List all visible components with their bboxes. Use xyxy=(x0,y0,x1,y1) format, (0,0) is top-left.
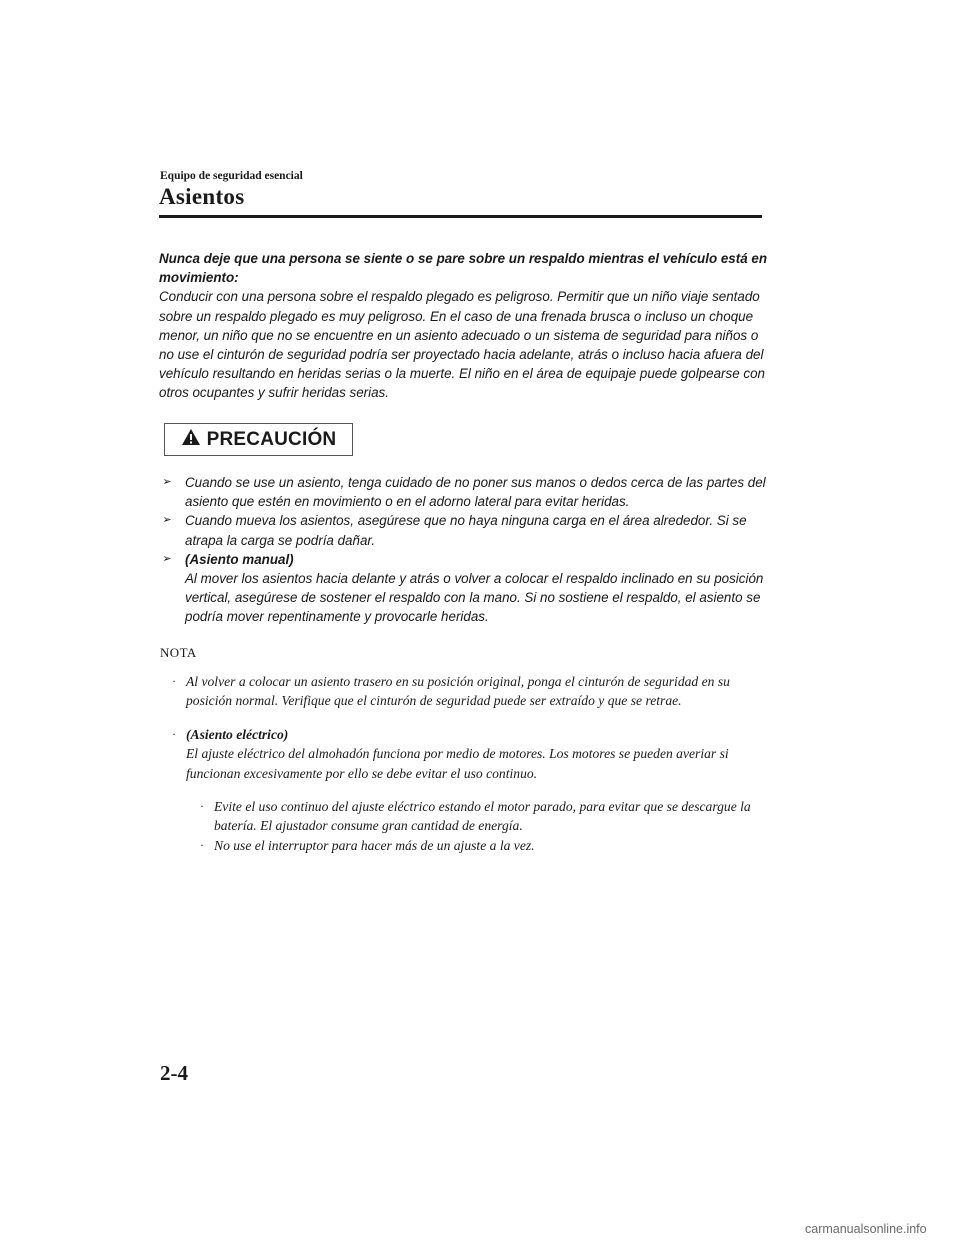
dot-bullet-icon: · xyxy=(200,837,204,852)
warning-block xyxy=(159,249,769,403)
note-item-lead: (Asiento eléctrico) xyxy=(186,726,289,742)
title-divider xyxy=(159,215,762,218)
watermark: carmanualsonline.info xyxy=(805,1222,927,1236)
caution-item xyxy=(159,550,769,627)
dot-bullet-icon: · xyxy=(200,799,204,814)
page-number: 2-4 xyxy=(160,1061,188,1085)
caution-item-text: Cuando mueva los asientos, asegúrese que no haya ninguna carga en el área alrededor. Si se atrapa la carga se podría dañar. xyxy=(185,513,747,548)
caution-item xyxy=(159,473,769,511)
caution-list xyxy=(159,473,769,627)
caution-item-lead: (Asiento manual) xyxy=(185,551,294,567)
page-title: Asientos xyxy=(159,184,245,209)
note-label: NOTA xyxy=(160,645,197,660)
note-list xyxy=(170,672,765,869)
caution-label: PRECAUCIÓN xyxy=(206,428,337,450)
note-item-text: Al volver a colocar un asiento trasero en su posición original, ponga el cinturón de seguridad en su posición normal. Verifique que el cinturón de seguridad puede ser extraído y que se retrae. xyxy=(186,674,730,709)
note-sub-item xyxy=(198,797,765,836)
note-item-text: El ajuste eléctrico del almohadón funciona por medio de motores. Los motores se pueden averiar si funcionan excesivamente por ello se debe evitar el uso continuo. xyxy=(186,746,729,781)
caution-banner xyxy=(164,423,353,456)
caution-item-text: Al mover los asientos hacia delante y atrás o volver a colocar el respaldo inclinado en su posición vertical, asegúrese de sostener el respaldo con la mano. Si no sostiene el respaldo, el asiento se podría mover repentinamente y provocarle heridas. xyxy=(185,571,764,625)
arrow-bullet-icon: ➢ xyxy=(162,514,172,527)
warning-body: Conducir con una persona sobre el respaldo plegado es peligroso. Permitir que un niño viaje sentado sobre un respaldo plegado es muy peligroso. En el caso de una frenada brusca o incluso un choque menor, un niño que no se encuentre en un asiento adecuado o un sistema de seguridad para niños o no use el cinturón de seguridad podría ser proyectado hacia adelante, atrás o incluso hacia afuera del vehículo resultando en heridas serias o la muerte. El niño en el área de equipaje puede golpearse con otros ocupantes y sufrir heridas serias. xyxy=(159,289,765,401)
arrow-bullet-icon: ➢ xyxy=(162,476,172,488)
note-sub-item-text: Evite el uso continuo del ajuste eléctrico estando el motor parado, para evitar que se descargue la batería. El ajustador consume gran cantidad de energía. xyxy=(214,799,751,834)
note-sub-item xyxy=(198,836,765,855)
note-item xyxy=(170,672,765,711)
section-heading: Equipo de seguridad esencial xyxy=(160,170,303,182)
caution-item-text: Cuando se use un asiento, tenga cuidado de no poner sus manos o dedos cerca de las partes del asiento que estén en movimiento o en el adorno lateral para evitar heridas. xyxy=(185,475,766,510)
note-sub-list xyxy=(198,797,765,855)
dot-bullet-icon: · xyxy=(172,674,176,688)
warning-triangle-icon xyxy=(181,428,201,451)
note-sub-item-text: No use el interruptor para hacer más de un ajuste a la vez. xyxy=(214,837,535,853)
caution-item xyxy=(159,511,769,549)
arrow-bullet-icon: ➢ xyxy=(162,552,172,565)
dot-bullet-icon: · xyxy=(172,726,176,741)
note-item xyxy=(170,725,765,855)
warning-heading: Nunca deje que una persona se siente o se pare sobre un respaldo mientras el vehículo está en movimiento: xyxy=(159,251,767,286)
